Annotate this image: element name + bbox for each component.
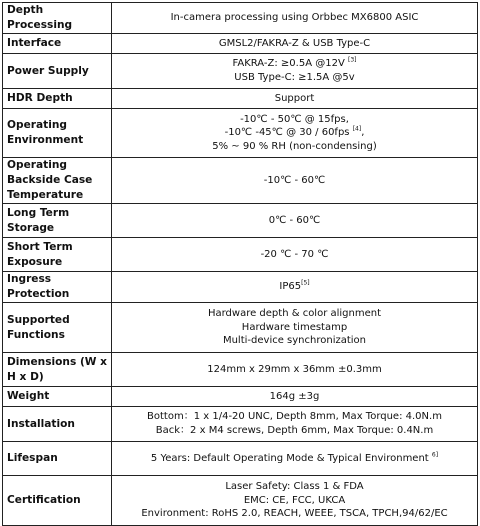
row-value [112, 109, 478, 158]
row-label: Short Term Exposure [3, 238, 112, 272]
value-line: Support [274, 92, 315, 104]
value-line: EMC: CE, FCC, UKCA [243, 494, 346, 506]
value-line: USB Type-C: ≥1.5A @5v [234, 72, 355, 83]
row-value [112, 158, 478, 204]
table-row [3, 89, 478, 109]
value-line [116, 57, 473, 71]
value-line: Environment: RoHS 2.0, REACH, WEEE, TSCA, TPCH,94/62/EC [141, 508, 448, 520]
row-label: Weight [3, 387, 112, 407]
value-line [116, 280, 473, 294]
row-label: Dimensions (W x H x D) [3, 353, 112, 387]
row-label: Operating Backside Case Temperature [3, 158, 112, 204]
value-line: Hardware timestamp [241, 321, 348, 333]
table-row [3, 3, 478, 34]
row-label: Power Supply [3, 54, 112, 89]
value-line: -20 ℃ - 70 ℃ [260, 248, 329, 260]
value-punct: , [361, 127, 365, 139]
table-row [3, 204, 478, 238]
value-line [116, 452, 473, 466]
row-label: Supported Functions [3, 303, 112, 353]
table-row [3, 54, 478, 89]
spec-table [2, 2, 478, 526]
row-value [112, 353, 478, 387]
row-value [112, 387, 478, 407]
row-value [112, 238, 478, 272]
table-row [3, 442, 478, 476]
row-value [112, 476, 478, 526]
row-label: Interface [3, 34, 112, 54]
row-value [112, 407, 478, 442]
table-row [3, 387, 478, 407]
row-label: HDR Depth [3, 89, 112, 109]
row-value [112, 54, 478, 89]
value-line: -10℃ - 60℃ [263, 174, 326, 186]
table-row [3, 34, 478, 54]
row-label: Certification [3, 476, 112, 526]
value-text: 5 Years: Default Operating Mode & Typical Environment [150, 452, 429, 464]
row-value [112, 204, 478, 238]
row-value [112, 442, 478, 476]
table-row [3, 109, 478, 158]
value-line: -10℃ - 50℃ @ 15fps, [240, 113, 349, 125]
value-text: IP65 [279, 281, 302, 293]
table-row [3, 238, 478, 272]
value-line: Back：2 x M4 screws, Depth 6mm, Max Torque: 0.4N.m [155, 425, 434, 436]
row-label: Operating Environment [3, 109, 112, 158]
value-line: 124mm x 29mm x 36mm ±0.3mm [207, 363, 382, 375]
value-text: FAKRA-Z: ≥0.5A @12V [232, 58, 345, 70]
table-row [3, 303, 478, 353]
row-value [112, 303, 478, 353]
value-text: -10℃ -45℃ @ 30 / 60fps [224, 127, 350, 139]
value-line: Bottom：1 x 1/4-20 UNC, Depth 8mm, Max Torque: 4.0N.m [147, 411, 442, 423]
footnote-ref: [5] [301, 279, 310, 287]
value-line: 5% ~ 90 % RH (non-condensing) [212, 140, 377, 152]
row-label: Installation [3, 407, 112, 442]
value-line: Laser Safety: Class 1 & FDA [225, 481, 364, 493]
table-row [3, 158, 478, 204]
footnote-ref: 6] [431, 451, 439, 459]
value-line: 0℃ - 60℃ [268, 214, 321, 226]
table-row [3, 407, 478, 442]
value-line: Multi-device synchronization [222, 335, 367, 347]
row-label: Ingress Protection [3, 272, 112, 303]
row-value [112, 3, 478, 34]
row-label: Long Term Storage [3, 204, 112, 238]
table-row [3, 476, 478, 526]
row-value [112, 34, 478, 54]
value-line: In-camera processing using Orbbec MX6800 ASIC [170, 12, 419, 24]
row-label: Lifespan [3, 442, 112, 476]
footnote-ref: [3] [347, 57, 357, 65]
table-row [3, 353, 478, 387]
value-line: Hardware depth & color alignment [207, 308, 382, 320]
table-row [3, 272, 478, 303]
value-line: 164g ±3g [269, 390, 320, 402]
value-line [116, 126, 473, 140]
row-value [112, 272, 478, 303]
value-line: GMSL2/FAKRA-Z & USB Type-C [218, 37, 371, 49]
row-value [112, 89, 478, 109]
footnote-ref: [4] [352, 125, 362, 133]
row-label: Depth Processing [3, 3, 112, 34]
